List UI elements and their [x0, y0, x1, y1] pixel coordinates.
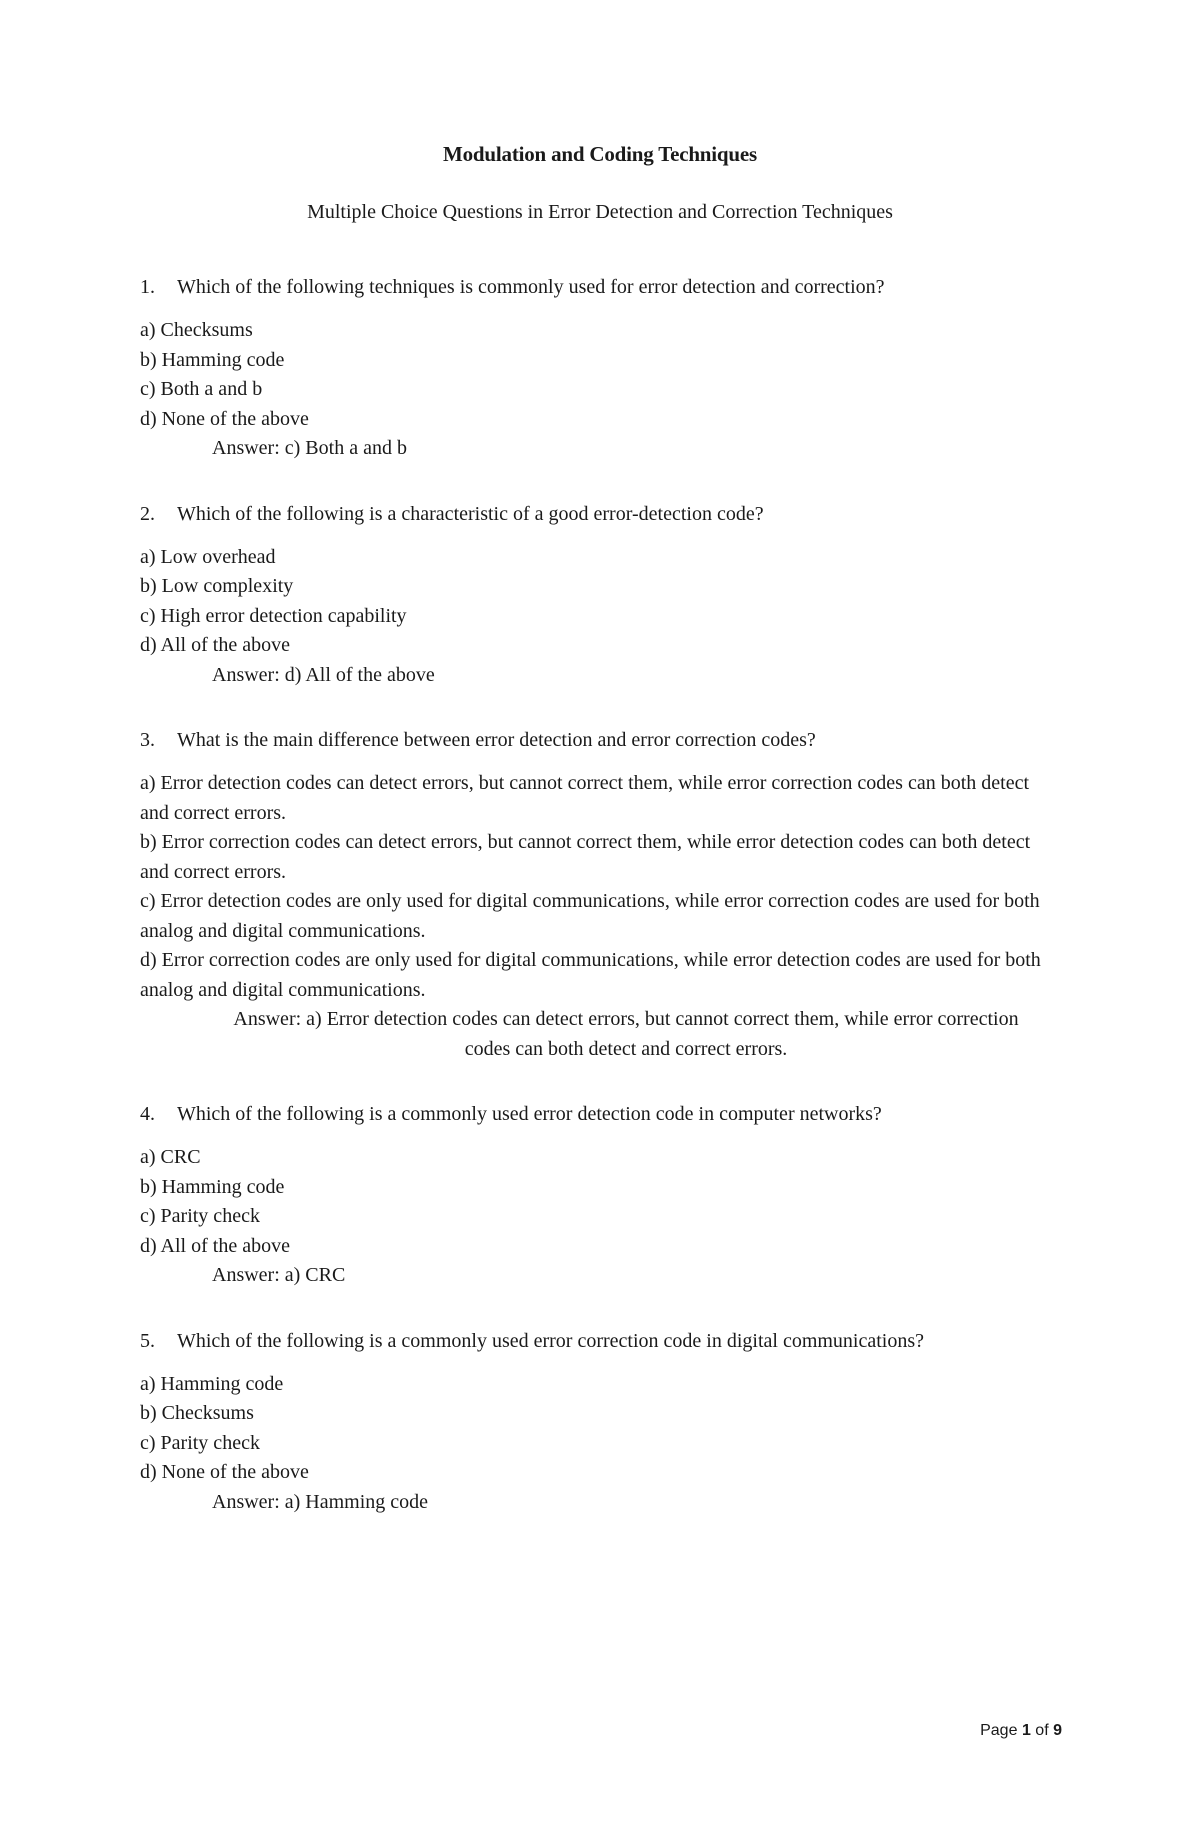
- question-2: [140, 499, 1060, 691]
- question-5: [140, 1326, 1060, 1518]
- question-list: [140, 272, 1060, 1552]
- option-d: d) None of the above: [140, 1461, 309, 1483]
- option-a: a) CRC: [140, 1146, 201, 1168]
- question-3: [140, 725, 1060, 1064]
- question-number: 2.: [140, 502, 155, 525]
- option-b: b) Low complexity: [140, 575, 294, 597]
- question-1: [140, 272, 1060, 464]
- option-c: c) Parity check: [140, 1205, 260, 1227]
- option-d: d) Error correction codes are only used for digital communications, while error detection codes are used for both analog and digital communications.: [140, 949, 1041, 1001]
- option-list: [140, 1370, 1060, 1488]
- option-list: [140, 1143, 1060, 1261]
- answer-text: Answer: a) Hamming code: [212, 1490, 429, 1513]
- option-list: [140, 769, 1060, 1005]
- option-c: c) Both a and b: [140, 378, 263, 400]
- document-subtitle: Multiple Choice Questions in Error Detection and Correction Techniques: [307, 201, 893, 223]
- option-c: c) Parity check: [140, 1431, 260, 1454]
- question-text: Which of the following is a commonly used error detection code in computer networks?: [177, 1103, 882, 1125]
- question-text: What is the main difference between error detection and error correction codes?: [177, 729, 816, 751]
- option-b: b) Hamming code: [140, 1175, 285, 1198]
- option-a: a) Low overhead: [140, 545, 276, 568]
- question-stem: [140, 1099, 1060, 1129]
- page-current: 1: [1021, 1722, 1031, 1739]
- page-number-footer: [980, 1722, 1062, 1740]
- question-text: Which of the following techniques is commonly used for error detection and correction?: [177, 276, 885, 298]
- option-b: b) Error correction codes can detect errors, but cannot correct them, while error detection codes can both detect and correct errors.: [140, 831, 1031, 883]
- answer-text: Answer: a) Error detection codes can detect errors, but cannot correct them, while error correction codes can both detect and correct errors.: [233, 1008, 1019, 1060]
- of-label: of: [1035, 1722, 1049, 1739]
- question-stem: [140, 725, 1060, 755]
- question-stem: [140, 499, 1060, 529]
- page-label: Page: [980, 1722, 1018, 1739]
- question-text: Which of the following is a commonly used error correction code in digital communications?: [177, 1329, 925, 1352]
- document-title: Modulation and Coding Techniques: [443, 142, 757, 166]
- option-d: d) All of the above: [140, 634, 290, 656]
- option-a: a) Hamming code: [140, 1372, 284, 1395]
- question-text: Which of the following is a characteristic of a good error-detection code?: [177, 502, 764, 525]
- option-a: a) Error detection codes can detect errors, but cannot correct them, while error correction codes can both detect and correct errors.: [140, 772, 1030, 824]
- option-b: b) Checksums: [140, 1402, 254, 1424]
- answer-text: Answer: c) Both a and b: [212, 437, 407, 459]
- question-number: 4.: [140, 1103, 155, 1125]
- option-d: d) All of the above: [140, 1234, 290, 1257]
- question-number: 5.: [140, 1329, 155, 1352]
- answer-text: Answer: d) All of the above: [212, 663, 435, 686]
- option-list: [140, 543, 1060, 661]
- option-d: d) None of the above: [140, 407, 309, 430]
- page-total: 9: [1053, 1722, 1062, 1739]
- question-4: [140, 1099, 1060, 1291]
- question-stem: [140, 1326, 1060, 1356]
- option-a: a) Checksums: [140, 319, 253, 341]
- option-c: c) High error detection capability: [140, 604, 407, 627]
- option-c: c) Error detection codes are only used for digital communications, while error correction codes are used for both analog and digital communications.: [140, 890, 1040, 942]
- option-b: b) Hamming code: [140, 348, 285, 371]
- question-number: 1.: [140, 276, 155, 298]
- option-list: [140, 316, 1060, 434]
- question-stem: [140, 272, 1060, 302]
- question-number: 3.: [140, 729, 155, 751]
- answer-text: Answer: a) CRC: [212, 1264, 346, 1286]
